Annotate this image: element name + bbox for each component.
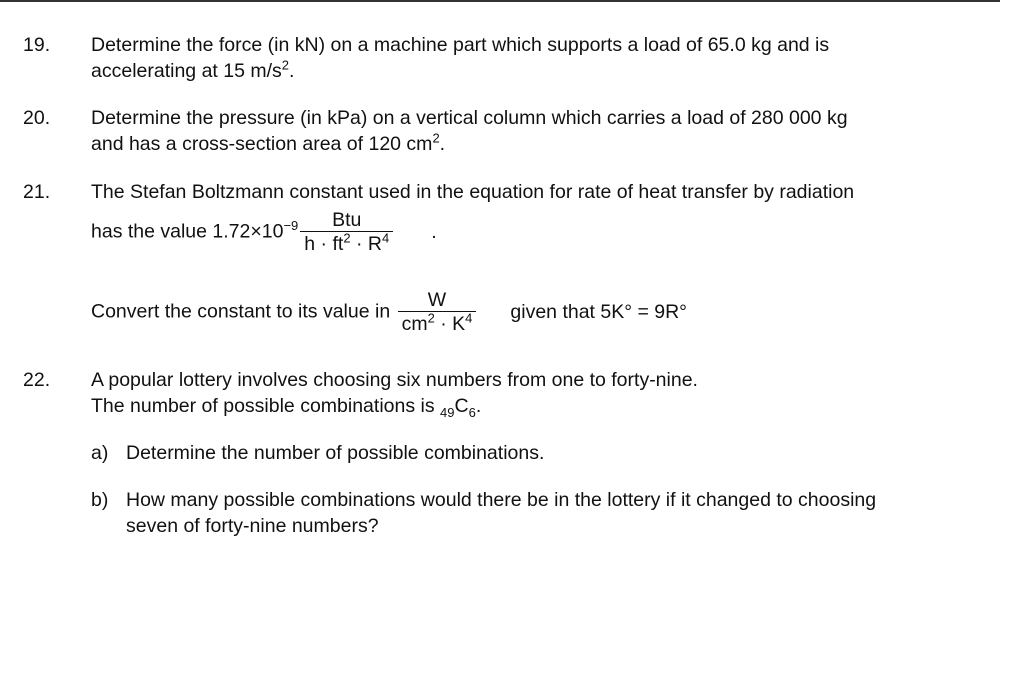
text-run: . (475, 395, 482, 417)
text-run: The number of possible combinations is (91, 395, 441, 417)
problem-line (91, 131, 1010, 157)
text-run: . (439, 133, 446, 155)
text-run: given that 5K° = 9R° (510, 300, 687, 323)
sub-question-label: a) (91, 442, 109, 464)
times-symbol: × (250, 220, 262, 243)
text-run: h · ft (304, 233, 344, 255)
fraction-numerator: Btu (300, 209, 393, 232)
subscript: 6 (468, 404, 476, 420)
text-run: accelerating at 15 m/s (91, 60, 282, 82)
problem-line: Determine the force (in kN) on a machine part which supports a load of 65.0 kg and is (91, 34, 830, 56)
text-run: Convert the constant to its value in (91, 300, 391, 323)
units-fraction (300, 209, 393, 256)
top-rule (0, 0, 1000, 2)
text-run: has the value 1.72 (91, 220, 251, 243)
text-run: · R (350, 233, 382, 255)
convert-line (91, 289, 687, 336)
problem-text (91, 105, 1010, 157)
superscript: 2 (281, 57, 289, 73)
problem-line: A popular lottery involves choosing six numbers from one to forty-nine. (91, 369, 698, 391)
target-units-fraction (398, 289, 477, 336)
subscript: 49 (440, 404, 455, 420)
text-run: cm (401, 313, 428, 335)
superscript: 4 (465, 310, 473, 326)
problem-number: 22. (23, 369, 51, 391)
fraction-numerator: W (398, 289, 477, 312)
problem-line: The Stefan Boltzmann constant used in the equation for rate of heat transfer by radiation (91, 181, 855, 203)
text-run: . (289, 60, 295, 82)
sub-question-label: b) (91, 489, 109, 511)
problem-number: 20. (23, 107, 51, 129)
period: . (431, 220, 437, 243)
exponent: −9 (283, 218, 299, 234)
problem-line: Determine the pressure (in kPa) on a vertical column which carries a load of 280 000 kg (91, 107, 848, 129)
problem-number: 19. (23, 34, 51, 56)
text-run: 10 (261, 220, 284, 243)
problem-text (91, 32, 1010, 84)
fraction-denominator (398, 312, 477, 336)
sub-question-line: Determine the number of possible combinations. (126, 442, 545, 464)
superscript: 4 (381, 230, 390, 246)
problem-line (91, 58, 1010, 84)
sub-question-text (126, 487, 876, 539)
text-run: and has a cross-section area of 120 cm (91, 133, 433, 155)
problem-number: 21. (23, 181, 51, 203)
superscript: 2 (432, 130, 440, 146)
fraction-denominator (300, 232, 393, 256)
problem-line (91, 393, 1010, 419)
superscript: 2 (427, 310, 435, 326)
sub-question-line: seven of forty-nine numbers? (126, 515, 379, 537)
problem-text (91, 367, 1010, 419)
combination-symbol: C (454, 395, 469, 417)
superscript: 2 (343, 230, 351, 246)
text-run: · K (434, 313, 466, 335)
constant-value-line (91, 209, 437, 256)
sub-question-line: How many possible combinations would there be in the lottery if it changed to choosing (126, 489, 877, 511)
sub-question-text (126, 440, 544, 466)
